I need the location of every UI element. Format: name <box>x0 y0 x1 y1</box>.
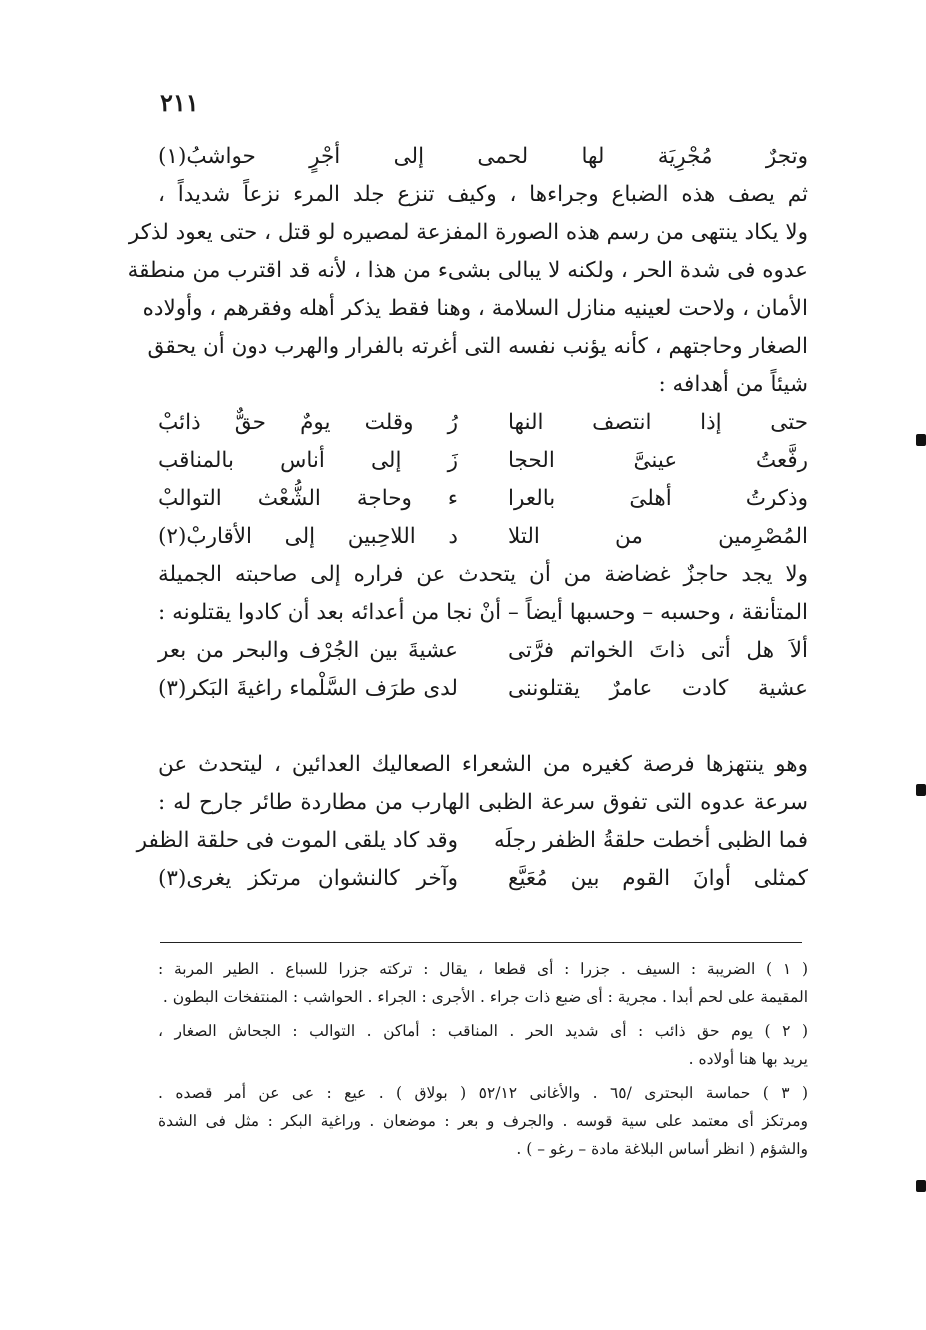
footnote-line: المقيمة على لحم أبدا . مجرية : أى ضبع ذات جراء . الأجرى : الجراء . الحواشب : المنتفخات البطون . <box>162 988 808 1006</box>
verse-second-hemistich: د اللاحِبين إلى الأقاربْ(٢) <box>158 524 458 549</box>
verse-first-hemistich: وذكرتُ أهلىَ بالعرا <box>508 486 808 511</box>
verse-first-hemistich: عشية كادت عامرٌ يقتلوننى <box>508 676 808 701</box>
scan-edge-mark <box>916 784 926 796</box>
scan-edge-mark <box>916 1180 926 1192</box>
poem-verse <box>158 634 808 668</box>
body-line: وهو ينتهزها فرصة كغيره من الشعراء الصعاليك العدائين ، ليتحدث عن <box>158 752 808 777</box>
verse-first-hemistich: المُصْرِمين من التلا <box>508 524 808 549</box>
verse-first-hemistich: ألاَ هل أتى ذاتَ الخواتم فرَّتى <box>508 638 808 663</box>
verse-first-hemistich: فما الظبى أخطت حلقةُ الظفر رجلَه <box>493 828 808 853</box>
footnote-line: ( ٢ ) يوم حق ذائب : أى شديد الحر . المناقب : أماكن . التوالب : الجحاش الصغار ، <box>158 1022 808 1040</box>
poem-verse <box>136 824 808 858</box>
verse-second-hemistich: رُ وقلت يومٌ حقٌّ ذائبْ <box>158 410 458 435</box>
verse-first-hemistich: كمثلى أوانَ القوم بين مُعَيَّع <box>508 866 808 891</box>
page-number: ٢١١ <box>160 88 199 117</box>
scan-edge-mark <box>916 434 926 446</box>
footnote-line: ومرتكز أى معتمد على سية قوسه . والجرف و بعر : موضعان . وراغية البكر : مثل فى الشدة <box>158 1112 808 1130</box>
verse-first-hemistich: حتى إذا انتصف النها <box>508 410 808 435</box>
body-line: ولا يكاد ينتهى من رسم هذه الصورة المفزعة لمصيره لو قتل ، حتى يعود لذكر <box>128 220 808 245</box>
verse-second-hemistich: وآخر كالنشوان مرتكز يغرى(٣) <box>158 866 458 891</box>
body-line: ولا يجد حاجزٌ غضاضة من أن يتحدث عن فراره إلى صاحبته الجميلة <box>158 562 808 587</box>
poem-verse <box>158 862 808 896</box>
body-line: الأمان ، ولاحت لعينيه منازل السلامة ، وهنا فقط يذكر أهله وفقرهم ، وأولاده <box>142 296 808 321</box>
footnote-line: ( ١ ) الضريبة : السيف . جزرا : أى قطعا ، يقال : تركته جزرا للسباع . الطير المربة : <box>158 960 808 978</box>
body-line: شيئاً من أهدافه : <box>658 372 808 397</box>
body-line: الصغار وحاجتهم ، كأنه يؤنب نفسه التى أغرته بالفرار والهرب دون أن يحقق <box>147 334 808 359</box>
body-line: سرعة عدوه التى تفوق سرعة الظبى الهارب من مطاردة طائر جارح له : <box>158 790 808 815</box>
verse-second-hemistich: وقد كاد يلقى الموت فى حلقة الظفر <box>136 828 458 853</box>
body-line: ثم يصف هذه الضباع وجراءها ، وكيف تنزع جلد المرء نزعاً شديداً ، <box>158 182 808 207</box>
poem-verse <box>158 520 808 554</box>
footnote-divider <box>160 942 802 943</box>
verse-line-top: وتجرٌ مُجْرِيَة لها لحمى إلى أجْرٍ حواشبُ(١) <box>158 144 808 169</box>
poem-verse <box>158 672 808 706</box>
verse-second-hemistich: عشيةَ بين الجُرْف والبحر من بعر <box>158 638 458 663</box>
footnote-line: يريد بها هنا أولاده . <box>688 1050 808 1068</box>
poem-verse <box>158 444 808 478</box>
verse-first-hemistich: رفَّعتُ عينىَّ الحجا <box>508 448 808 473</box>
poem-verse <box>158 482 808 516</box>
poem-verse <box>158 406 808 440</box>
footnote-line: والشؤم ( انظر أساس البلاغة مادة – رغو – ) . <box>516 1140 808 1158</box>
body-line: عدوه فى شدة الحر ، ولكنه لا يبالى بشىء من هذا ، لأنه قد اقترب من منطقة <box>127 258 808 283</box>
footnote-line: ( ٣ ) حماسة البحترى /٦٥ . والأغانى ٥٢/١٢ ( بولاق ) . عيع : عى عن أمر قصده . <box>158 1084 808 1102</box>
verse-second-hemistich: زَ إلى أناس بالمناقب <box>158 448 458 473</box>
verse-second-hemistich: لدى طرَف السَّلْماء راغيةَ البَكر(٣) <box>158 676 458 701</box>
body-line: المتأنقة ، وحسبه – وحسبها أيضاً – أنْ نجا من أعدائه بعد أن كادوا يقتلونه : <box>158 600 808 625</box>
verse-second-hemistich: ء وحاجة الشُّعْث التوالبْ <box>158 486 458 511</box>
